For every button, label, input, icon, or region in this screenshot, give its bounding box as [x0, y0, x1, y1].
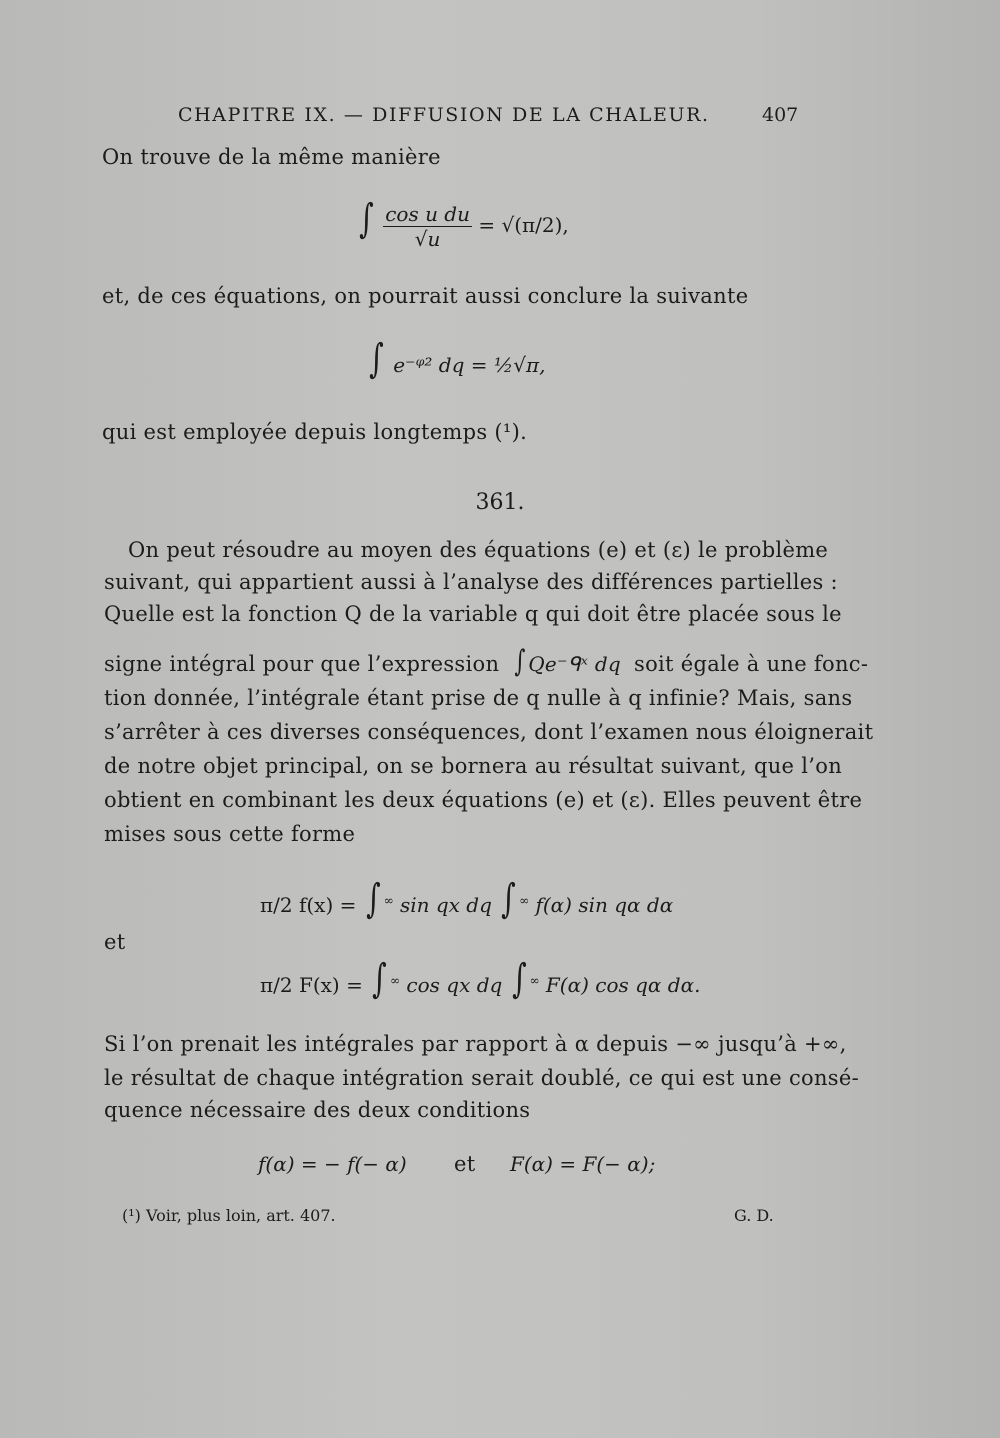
- text-line: qui est employée depuis longtemps (¹).: [102, 420, 528, 444]
- page-number: 407: [762, 104, 799, 126]
- section-number: 361.: [475, 490, 525, 515]
- eq1-denominator: √u: [414, 227, 441, 251]
- paragraph-line: On peut résoudre au moyen des équations (e) et (ε) le problème: [128, 538, 829, 562]
- inline-integral: ∫ Qe⁻ᑫˣ dq: [514, 644, 622, 679]
- paragraph-line: tion donnée, l’intégrale étant prise de q nulle à q infinie? Mais, sans: [104, 686, 853, 710]
- paragraph-line: mises sous cette forme: [104, 822, 356, 846]
- paragraph-line: s’arrêter à ces diverses conséquences, dont l’examen nous éloignerait: [104, 720, 874, 744]
- connector-et: et: [104, 930, 126, 954]
- paragraph-line: Quelle est la fonction Q de la variable q qui doit être placée sous le: [104, 602, 842, 626]
- paragraph-line: [104, 644, 868, 679]
- footnote: (¹) Voir, plus loin, art. 407.: [122, 1206, 336, 1225]
- paragraph-line: de notre objet principal, on se bornera au résultat suivant, que l’on: [104, 754, 843, 778]
- paragraph-line: quence nécessaire des deux conditions: [104, 1098, 531, 1122]
- eq4-lhs: π/2 F(x) =: [260, 973, 363, 997]
- printer-signature: G. D.: [734, 1206, 774, 1225]
- eq3-rhs: f(α) sin qα dα: [535, 893, 674, 917]
- eq1-numerator: cos u du: [385, 202, 470, 226]
- inline-expression: Qe⁻ᑫˣ dq: [528, 652, 622, 676]
- paragraph-line-part: signe intégral pour que l’expression: [104, 652, 500, 676]
- equation-sine-transform: π/2 f(x) = ∫ ∞ sin qx dq ∫ ∞ f(α) sin qα dα: [260, 876, 674, 922]
- eq2-body: e⁻ᵠ² dq = ½√π,: [393, 353, 546, 377]
- condition-even: F(α) = F(− α);: [510, 1152, 656, 1176]
- eq1-rhs: = √(π/2),: [478, 213, 569, 237]
- text-line: et, de ces équations, on pourrait aussi conclure la suivante: [102, 284, 749, 308]
- condition-et: et: [454, 1152, 476, 1176]
- eq4-rhs: F(α) cos qα dα.: [545, 973, 701, 997]
- text-line: On trouve de la même manière: [102, 145, 441, 169]
- eq4-middle: cos qx dq: [406, 973, 503, 997]
- paragraph-line: suivant, qui appartient aussi à l’analyse des différences partielles :: [104, 570, 838, 594]
- equation-cosine-transform: π/2 F(x) = ∫ ∞ cos qx dq ∫ ∞ F(α) cos qα dα.: [260, 956, 701, 1002]
- paragraph-line: obtient en combinant les deux équations (e) et (ε). Elles peuvent être: [104, 788, 863, 812]
- equation-gauss-integral: ∫ e⁻ᵠ² dq = ½√π,: [369, 336, 546, 382]
- condition-odd: f(α) = − f(− α): [258, 1152, 407, 1176]
- equation-cos-integral: ∫ $\frac{\text{cos u du}}{√u}$ = √(π/2),: [359, 196, 569, 251]
- paragraph-line-part: soit égale à une fonc-: [634, 652, 869, 676]
- paragraph-line: le résultat de chaque intégration serait doublé, ce qui est une consé-: [104, 1066, 859, 1090]
- eq3-lhs: π/2 f(x) =: [260, 893, 357, 917]
- paragraph-line: Si l’on prenait les intégrales par rapport à α depuis −∞ jusqu’à +∞,: [104, 1032, 847, 1056]
- eq3-middle: sin qx dq: [399, 893, 492, 917]
- running-title: CHAPITRE IX. — DIFFUSION DE LA CHALEUR.: [178, 104, 710, 126]
